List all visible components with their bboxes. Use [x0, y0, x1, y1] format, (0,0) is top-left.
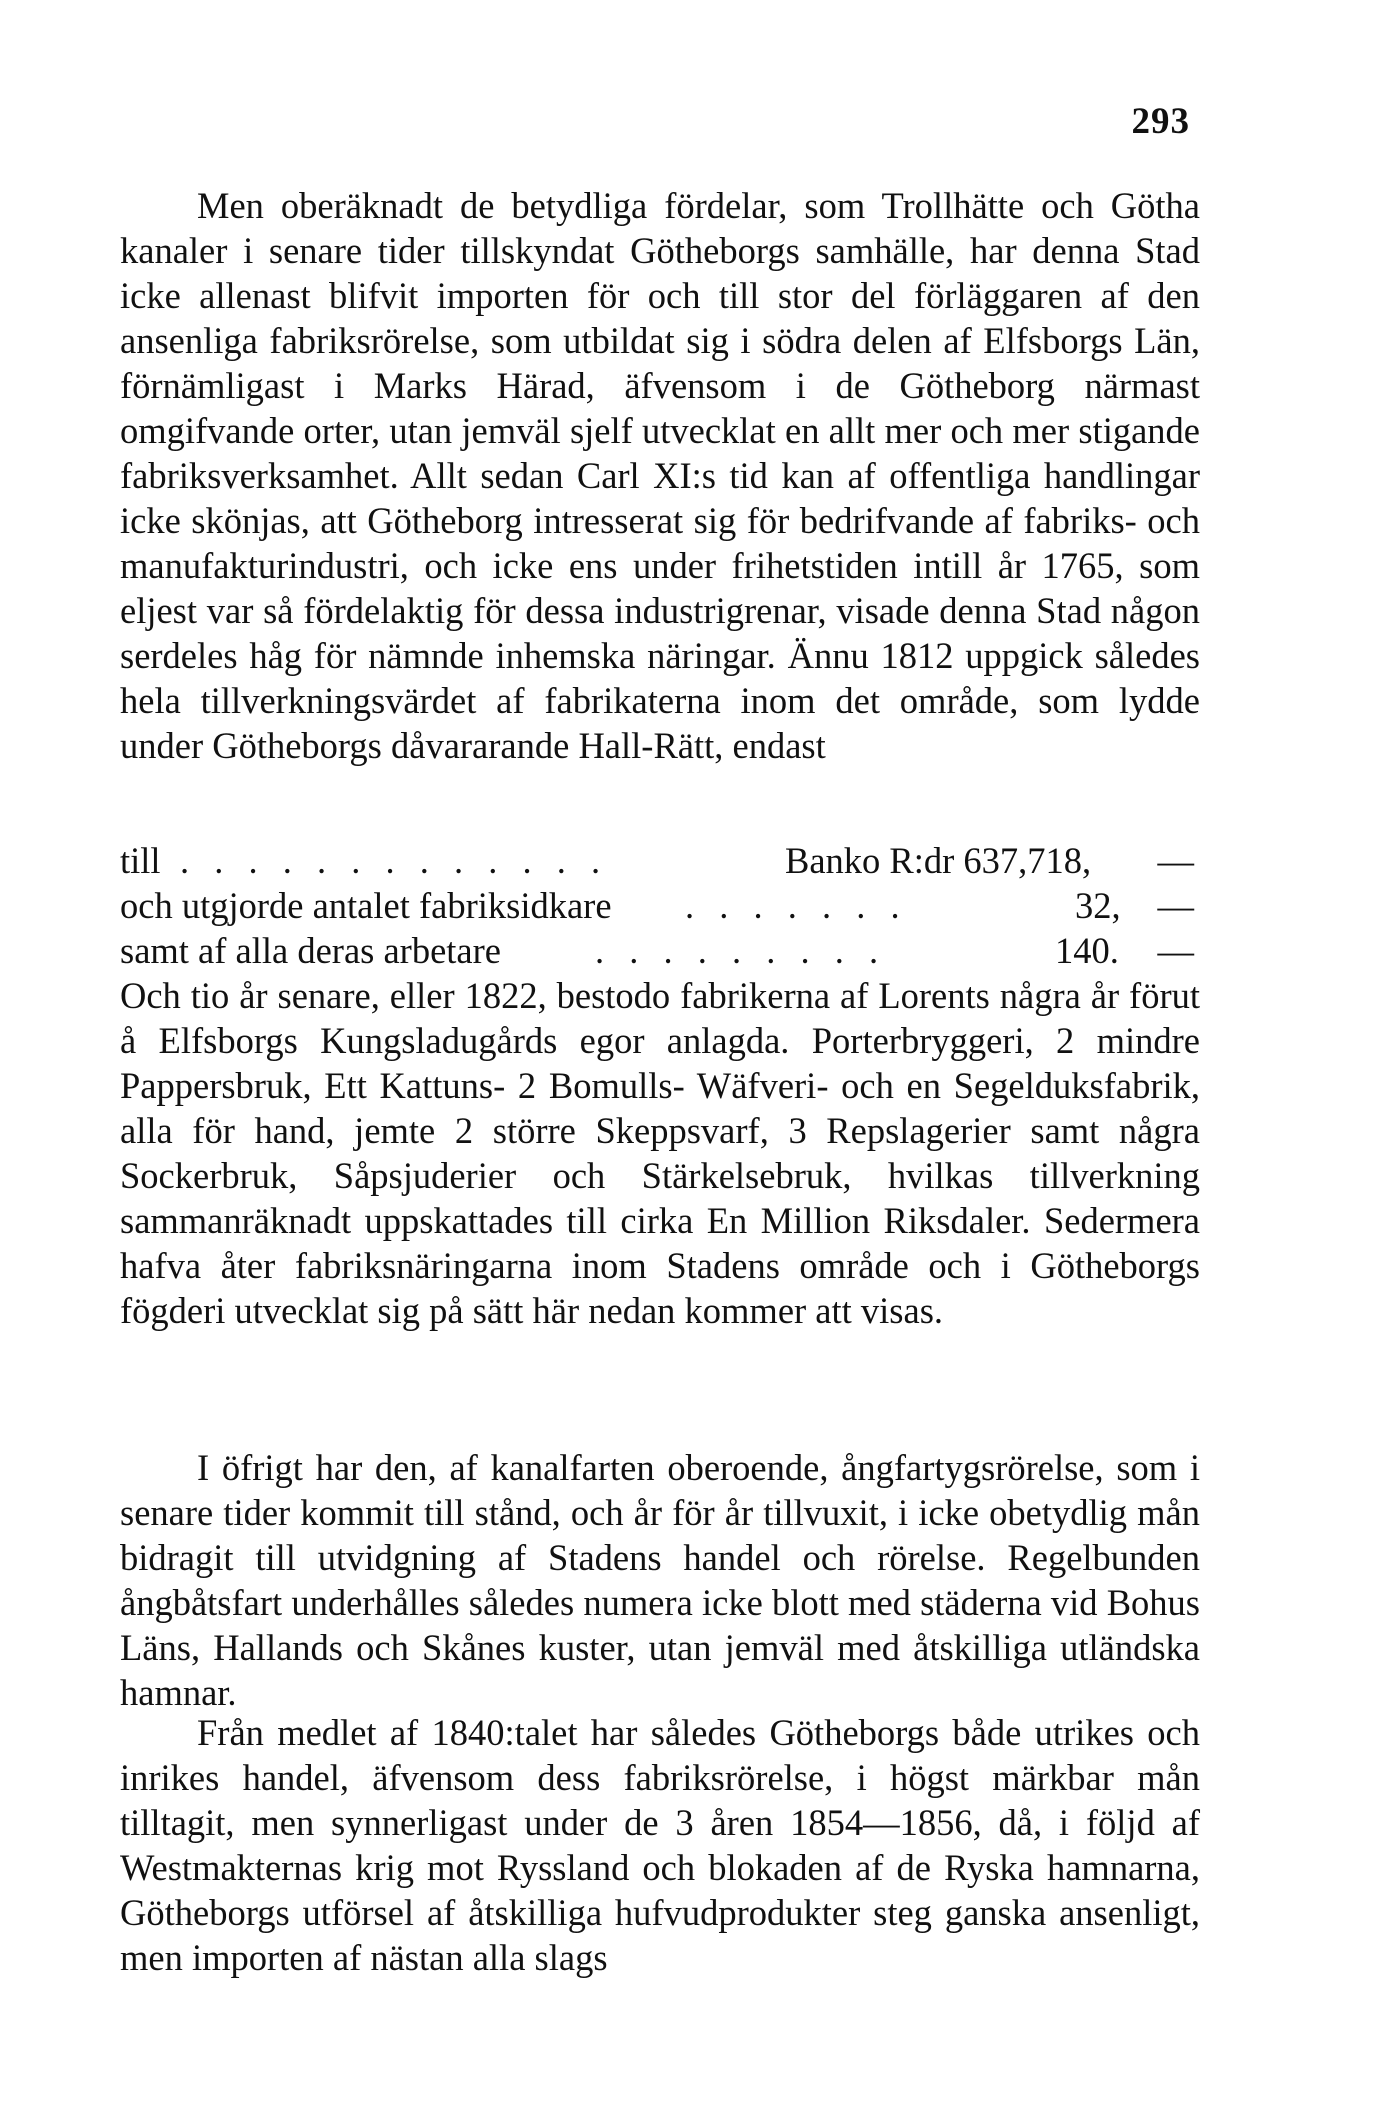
dot-leader: . . . . . . . . . . . . .: [180, 840, 609, 881]
body-paragraph-2: I öfrigt har den, af kanalfarten oberoende, ångfartygsrörelse, som i senare tider kommit till stånd, och år för år tillvuxit, i icke obetydlig mån bidragit till utvidgning af Stadens handel och rörelse. Regelbunden ångbåtsfart underhålles således numera icke blott med städerna vid Bohus Läns, Hallands och Skånes kuster, utan jemväl med åtskilliga utländska hamnar.: [120, 1447, 1200, 1713]
tally-value: 140.: [1055, 930, 1119, 971]
tally-label: och utgjorde antalet fabriksidkare: [120, 885, 612, 926]
tally-dash: —: [1157, 885, 1194, 926]
body-paragraph-1-continued: Och tio år senare, eller 1822, bestodo fabrikerna af Lorents några år förut å Elfsborgs Kungsladugårds egor anlagda. Porterbryggeri, 2 mindre Pappersbruk, Ett Kattuns- 2 Bomulls- Wäfveri- och en Segelduksfabrik, alla för hand, jemte 2 större Skeppsvarf, 3 Repslagerier samt några Sockerbruk, Såpsjuderier och Stärkelsebruk, hvilkas tillverkning sammanräknadt uppskattades till cirka En Million Riksdaler. Sedermera hafva åter fabriksnäringarna inom Stadens område och i Götheborgs fögderi utvecklat sig på sätt här nedan kommer att visas.: [120, 975, 1200, 1331]
body-paragraph-1: Men oberäknadt de betydliga fördelar, som Trollhätte och Götha kanaler i senare tider tillskyndat Götheborgs samhälle, har denna Stad icke allenast blifvit importen för och till stor del förläggaren af den ansenliga fabriksrörelse, som utbildat sig i södra delen af Elfsborgs Län, förnämligast i Marks Härad, äfvensom i de Götheborg närmast omgifvande orter, utan jemväl sjelf utvecklat en allt mer och mer stigande fabriksverksamhet. Allt sedan Carl XI:s tid kan af offentliga handlingar icke skönjas, att Götheborg intresserat sig för bedrifvande af fabriks- och manufakturindustri, och icke ens under frihetstiden intill år 1765, som eljest var så fördelaktig för dessa industrigrenar, visade denna Stad någon serdeles håg för nämnde inhemska näringar. Ännu 1812 uppgick således hela tillverkningsvärdet af fabrikaterna inom det område, som lydde under Götheborgs dåvararande Hall-Rätt, endast: [120, 185, 1200, 766]
page-number: 293: [1131, 101, 1190, 142]
dot-leader: . . . . . . .: [685, 885, 908, 926]
tally-label: till: [120, 840, 161, 881]
tally-row-count: [120, 883, 1200, 928]
tally-dash: —: [1157, 840, 1194, 881]
tally-row-value: [120, 838, 1200, 883]
tally-row-workers: [120, 928, 1200, 973]
tally-label: samt af alla deras arbetare: [120, 930, 501, 971]
tally-dash: —: [1157, 930, 1194, 971]
tally-value: Banko R:dr 637,718,: [785, 840, 1092, 881]
body-paragraph-3: Från medlet af 1840:talet har således Götheborgs både utrikes och inrikes handel, äfvensom dess fabriksrörelse, i högst märkbar mån tilltagit, men synnerligast under de 3 åren 1854—1856, då, i följd af Westmakternas krig mot Ryssland och blokaden af de Ryska hamnarna, Götheborgs utförsel af åtskilliga hufvudprodukter steg ganska ansenligt, men importen af nästan alla slags: [120, 1712, 1200, 1978]
tally-value: 32,: [1075, 885, 1121, 926]
dot-leader: . . . . . . . . .: [595, 930, 887, 971]
